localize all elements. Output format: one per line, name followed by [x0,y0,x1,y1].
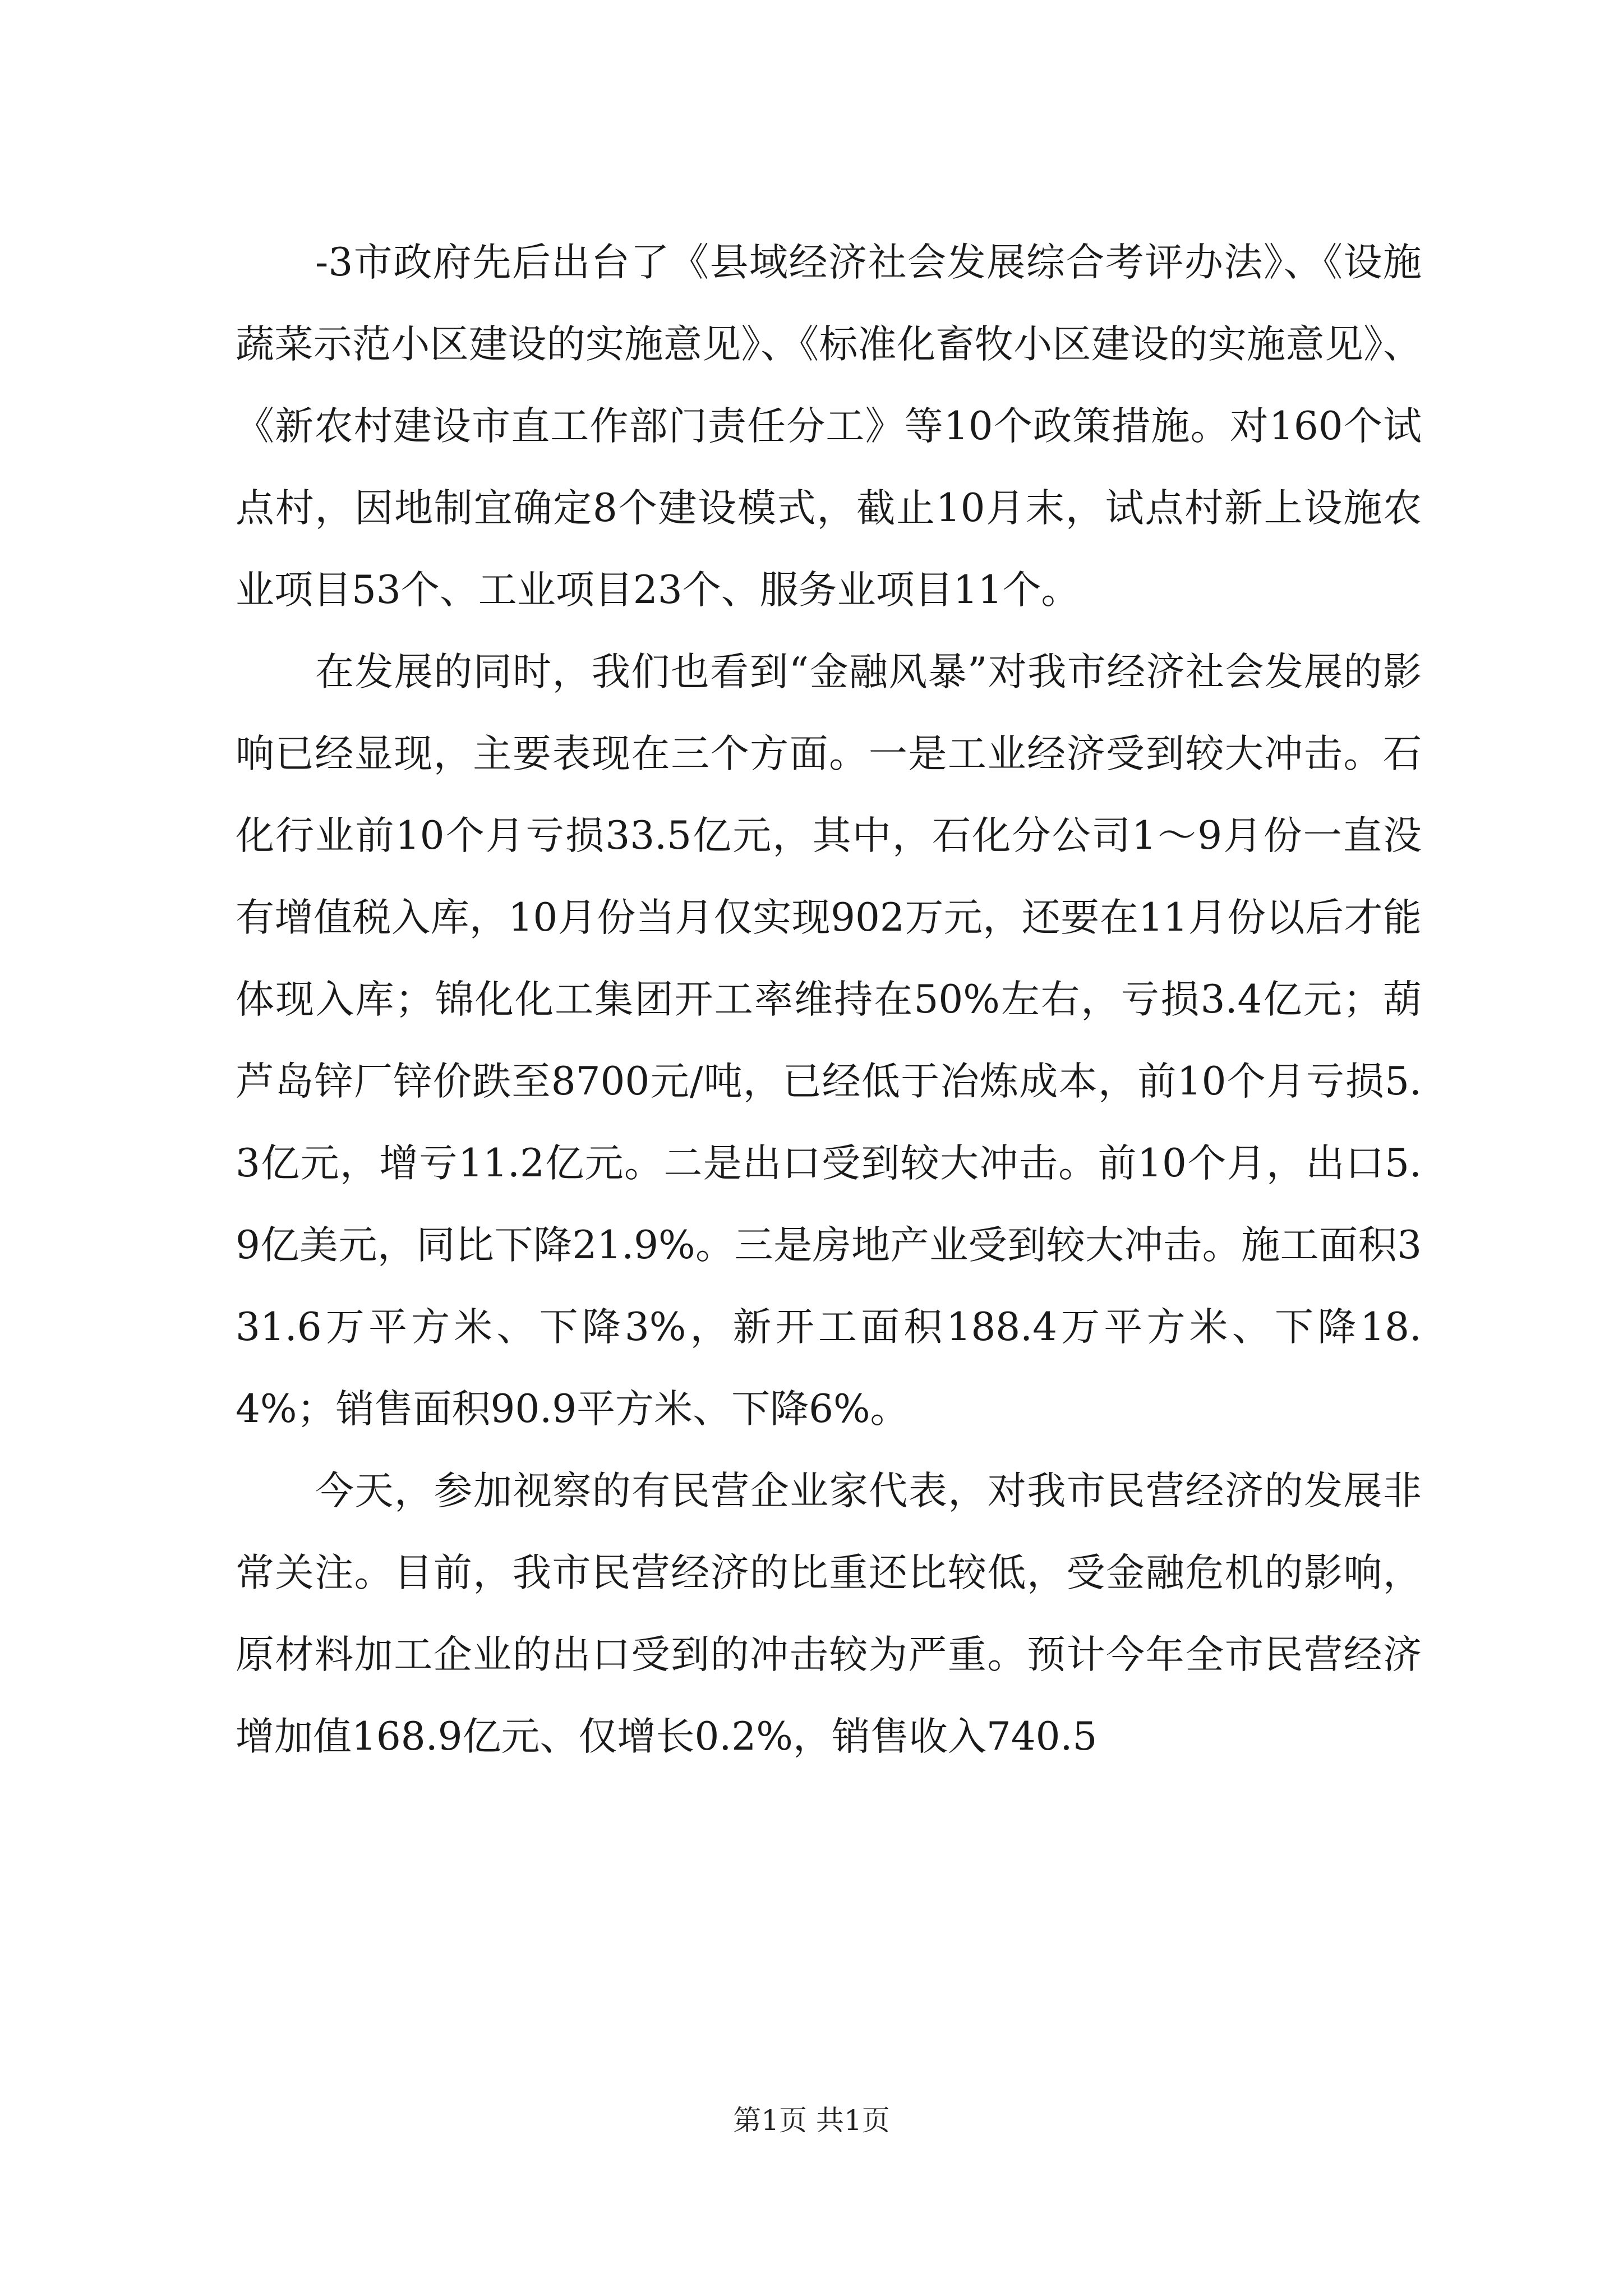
paragraph-2: 在发展的同时，我们也看到“金融风暴”对我市经济社会发展的影响已经显现，主要表现在三个方面。一是工业经济受到较大冲击。石化行业前10个月亏损33.5亿元，其中，石化分公司1～9月份一直没有增值税入库，10月份当月仅实现902万元，还要在11月份以后才能体现入库；锦化化工集团开工率维持在50%左右，亏损3.4亿元；葫芦岛锌厂锌价跌至8700元/吨，已经低于冶炼成本，前10个月亏损5.3亿元，增亏11.2亿元。二是出口受到较大冲击。前10个月，出口5.9亿美元，同比下降21.9%。三是房地产业受到较大冲击。施工面积331.6万平方米、下降3%，新开工面积188.4万平方米、下降18.4%；销售面积90.9平方米、下降6%。 [236,650,1422,1432]
page-footer: 第1页 共1页 [733,2104,890,2137]
paragraph-3: 今天，参加视察的有民营企业家代表，对我市民营经济的发展非常关注。目前，我市民营经济的比重还比较低，受金融危机的影响，原材料加工企业的出口受到的冲击较为严重。预计今年全市民营经济增加值168.9亿元、仅增长0.2%，销售收入740.5 [236,1469,1422,1759]
paragraph-1: -3市政府先后出台了《县域经济社会发展综合考评办法》、《设施蔬菜示范小区建设的实施意见》、《标准化畜牧小区建设的实施意见》、《新农村建设市直工作部门责任分工》等10个政策措施。对160个试点村，因地制宜确定8个建设模式，截止10月末，试点村新上设施农业项目53个、工业项目23个、服务业项目11个。 [236,240,1422,613]
document-body [236,222,1422,1778]
